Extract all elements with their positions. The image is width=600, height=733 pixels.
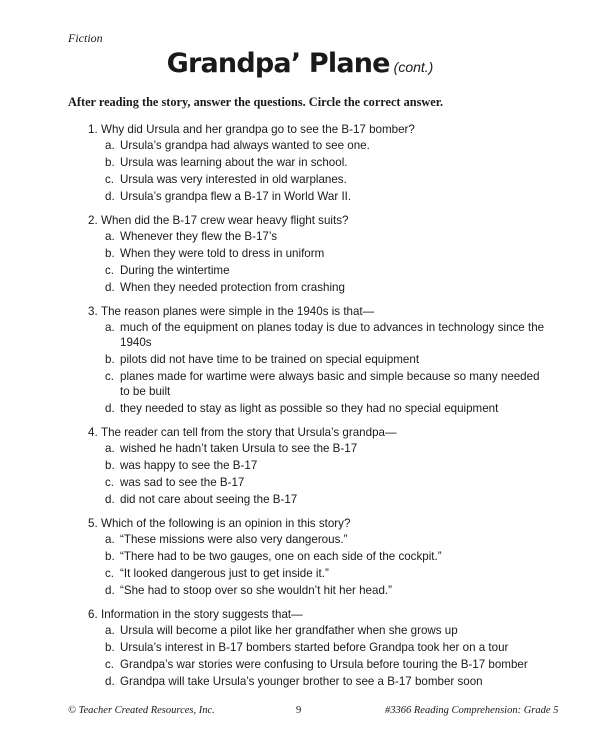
question-text: When did the B-17 crew wear heavy flight suits? (101, 214, 349, 227)
question-4 (88, 425, 548, 507)
answer-text: Ursula’s grandpa had always wanted to see one. (120, 139, 370, 152)
answer-letter: d. (105, 190, 115, 203)
footer-copyright: © Teacher Created Resources, Inc. (68, 705, 215, 716)
question-text: The reason planes were simple in the 1940s is that— (101, 305, 375, 318)
question-list (88, 122, 548, 698)
question-number: 1. (88, 123, 98, 136)
answer-text: “There had to be two gauges, one on each side of the cockpit.” (120, 550, 442, 563)
answer-text: During the wintertime (120, 264, 230, 277)
question-1 (88, 122, 548, 204)
answer-letter: b. (105, 156, 115, 169)
answer-option[interactable] (105, 369, 548, 399)
answer-letter: a. (105, 321, 115, 334)
title-text: Grandpa’ Plane (166, 48, 390, 79)
title-suffix: (cont.) (393, 59, 434, 75)
answer-letter: c. (105, 370, 115, 383)
instructions: After reading the story, answer the questions. Circle the correct answer. (68, 95, 444, 109)
answer-option[interactable] (105, 138, 548, 153)
answer-text: Whenever they flew the B-17’s (120, 230, 278, 243)
answer-letter: a. (105, 230, 115, 243)
answer-text: much of the equipment on planes today is due to advances in technology since the 1940s (120, 321, 545, 349)
answer-text: “It looked dangerous just to get inside it.” (120, 567, 329, 580)
answer-letter: d. (105, 493, 115, 506)
answer-text: pilots did not have time to be trained on special equipment (120, 353, 420, 366)
page-title (0, 48, 600, 79)
answer-option[interactable] (105, 623, 548, 638)
answer-text: Ursula’s interest in B-17 bombers started before Grandpa took her on a tour (120, 641, 509, 654)
answer-letter: d. (105, 584, 115, 597)
footer-page-number: 9 (296, 705, 302, 716)
answer-list (105, 532, 548, 598)
question-stem (88, 304, 548, 319)
question-text: Why did Ursula and her grandpa go to see the B-17 bomber? (101, 123, 415, 136)
answer-text: Ursula was very interested in old warplanes. (120, 173, 347, 186)
question-stem (88, 122, 548, 137)
answer-option[interactable] (105, 401, 548, 416)
answer-option[interactable] (105, 674, 548, 689)
answer-text: wished he hadn’t taken Ursula to see the B-17 (120, 442, 358, 455)
answer-text: they needed to stay as light as possible so they had no special equipment (120, 402, 499, 415)
answer-text: “These missions were also very dangerous.” (120, 533, 348, 546)
answer-option[interactable] (105, 583, 548, 598)
answer-option[interactable] (105, 320, 548, 350)
answer-option[interactable] (105, 172, 548, 187)
answer-text: When they were told to dress in uniform (120, 247, 325, 260)
answer-text: Ursula’s grandpa flew a B-17 in World War II. (120, 190, 352, 203)
answer-text: did not care about seeing the B-17 (120, 493, 298, 506)
question-stem (88, 607, 548, 622)
answer-letter: d. (105, 675, 115, 688)
answer-option[interactable] (105, 566, 548, 581)
question-text: The reader can tell from the story that Ursula’s grandpa— (101, 426, 397, 439)
answer-letter: c. (105, 658, 115, 671)
question-stem (88, 213, 548, 228)
answer-text: planes made for wartime were always basic and simple because so many needed to be built (120, 370, 540, 398)
answer-letter: c. (105, 567, 115, 580)
answer-letter: b. (105, 459, 115, 472)
question-3 (88, 304, 548, 416)
answer-list (105, 441, 548, 507)
question-5 (88, 516, 548, 598)
answer-list (105, 229, 548, 295)
answer-letter: a. (105, 442, 115, 455)
answer-text: was happy to see the B-17 (120, 459, 258, 472)
answer-option[interactable] (105, 263, 548, 278)
question-number: 6. (88, 608, 98, 621)
answer-letter: c. (105, 173, 115, 186)
answer-option[interactable] (105, 458, 548, 473)
answer-letter: c. (105, 264, 115, 277)
answer-option[interactable] (105, 475, 548, 490)
answer-option[interactable] (105, 492, 548, 507)
answer-text: Grandpa’s war stories were confusing to Ursula before touring the B-17 bomber (120, 658, 528, 671)
answer-letter: b. (105, 353, 115, 366)
question-stem (88, 425, 548, 440)
answer-letter: a. (105, 624, 115, 637)
question-number: 4. (88, 426, 98, 439)
footer-book-info: #3366 Reading Comprehension: Grade 5 (385, 705, 559, 716)
question-text: Which of the following is an opinion in this story? (101, 517, 351, 530)
answer-letter: d. (105, 281, 115, 294)
question-text: Information in the story suggests that— (101, 608, 303, 621)
answer-letter: b. (105, 247, 115, 260)
question-6 (88, 607, 548, 689)
answer-list (105, 623, 548, 689)
answer-text: was sad to see the B-17 (120, 476, 245, 489)
answer-text: “She had to stoop over so she wouldn’t hit her head.” (120, 584, 392, 597)
answer-option[interactable] (105, 549, 548, 564)
answer-text: When they needed protection from crashing (120, 281, 345, 294)
answer-text: Ursula was learning about the war in school. (120, 156, 348, 169)
answer-option[interactable] (105, 532, 548, 547)
answer-letter: d. (105, 402, 115, 415)
answer-letter: b. (105, 550, 115, 563)
question-stem (88, 516, 548, 531)
question-number: 3. (88, 305, 98, 318)
question-number: 2. (88, 214, 98, 227)
answer-list (105, 320, 548, 416)
question-2 (88, 213, 548, 295)
answer-letter: c. (105, 476, 115, 489)
answer-option[interactable] (105, 246, 548, 261)
answer-letter: a. (105, 139, 115, 152)
answer-letter: a. (105, 533, 115, 546)
answer-option[interactable] (105, 352, 548, 367)
answer-list (105, 138, 548, 204)
answer-option[interactable] (105, 640, 548, 655)
answer-option[interactable] (105, 280, 548, 295)
question-number: 5. (88, 517, 98, 530)
answer-option[interactable] (105, 441, 548, 456)
genre-label: Fiction (68, 31, 103, 45)
answer-text: Grandpa will take Ursula’s younger brother to see a B-17 bomber soon (120, 675, 483, 688)
answer-option[interactable] (105, 155, 548, 170)
answer-option[interactable] (105, 229, 548, 244)
answer-option[interactable] (105, 189, 548, 204)
answer-text: Ursula will become a pilot like her grandfather when she grows up (120, 624, 458, 637)
answer-letter: b. (105, 641, 115, 654)
answer-option[interactable] (105, 657, 548, 672)
